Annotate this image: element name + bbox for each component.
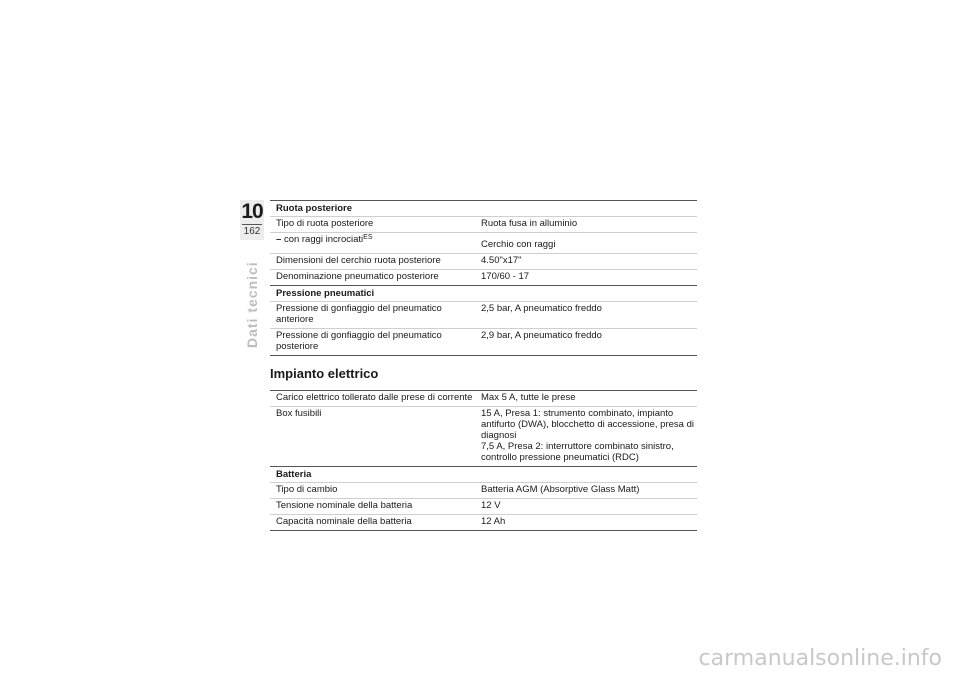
chapter-title: Dati tecnici: [244, 261, 260, 348]
row-value: Max 5 A, tutte le prese: [481, 392, 576, 403]
row-label: Denominazione pneumatico posteriore: [276, 271, 439, 282]
chapter-side-title: [244, 261, 260, 364]
spec-content: [270, 200, 697, 531]
row-label-text: con raggi incrociati: [283, 234, 364, 245]
value-line: controllo pressione pneumatici (RDC): [481, 452, 639, 463]
chapter-badge: [240, 200, 264, 240]
table-row: [270, 302, 697, 329]
row-label: Box fusibili: [276, 408, 322, 419]
row-value: 2,9 bar, A pneumatico freddo: [481, 330, 602, 341]
section-heading-electrical: Impianto elettrico: [270, 366, 379, 381]
table-row: [270, 233, 697, 254]
table-row: [270, 217, 697, 233]
table-row: [270, 407, 697, 467]
row-label: Tipo di ruota posteriore: [276, 218, 374, 229]
table-row: [270, 270, 697, 286]
table-row: [270, 390, 697, 407]
row-label: Dimensioni del cerchio ruota posteriore: [276, 255, 441, 266]
watermark-text: carmanualsonline.info: [698, 646, 942, 671]
table-row: [270, 515, 697, 531]
row-value-multiline: [481, 408, 697, 463]
row-value: 12 Ah: [481, 516, 506, 527]
value-line: diagnosi: [481, 430, 517, 441]
table-row: [270, 483, 697, 499]
row-label: [270, 234, 481, 250]
row-value: 170/60 - 17: [481, 271, 530, 282]
row-label: Tipo di cambio: [276, 484, 338, 495]
variant-superscript: ES: [363, 234, 373, 241]
chapter-number: 10: [241, 200, 263, 223]
row-label: Tensione nominale della batteria: [276, 500, 413, 511]
page-number: 162: [243, 226, 261, 237]
row-label: Carico elettrico tollerato dalle prese di corrente: [276, 392, 473, 403]
value-line: 15 A, Presa 1: strumento combinato, impianto: [481, 408, 674, 419]
row-label: Pressione di gonfiaggio del pneumatico anteriore: [276, 303, 442, 325]
row-label: Capacità nominale della batteria: [276, 516, 412, 527]
row-label: Pressione di gonfiaggio del pneumatico posteriore: [276, 330, 442, 352]
table-row: [270, 329, 697, 356]
row-value: 2,5 bar, A pneumatico freddo: [481, 303, 602, 314]
dash-marker: –: [276, 234, 282, 245]
value-line: antifurto (DWA), blocchetto di accessione, presa di: [481, 419, 694, 430]
row-value: 4.50"x17": [481, 255, 522, 266]
section-header-battery: Batteria: [270, 467, 697, 483]
value-line: 7,5 A, Presa 2: interruttore combinato sinistro,: [481, 441, 674, 452]
section-header-rear-wheel: Ruota posteriore: [270, 200, 697, 217]
table-row: [270, 499, 697, 515]
row-value: 12 V: [481, 500, 501, 511]
section-header-tire-pressure: Pressione pneumatici: [270, 286, 697, 302]
row-value: Cerchio con raggi: [481, 239, 556, 250]
row-value: Batteria AGM (Absorptive Glass Matt): [481, 484, 640, 495]
row-value: Ruota fusa in alluminio: [481, 218, 578, 229]
table-row: [270, 254, 697, 270]
